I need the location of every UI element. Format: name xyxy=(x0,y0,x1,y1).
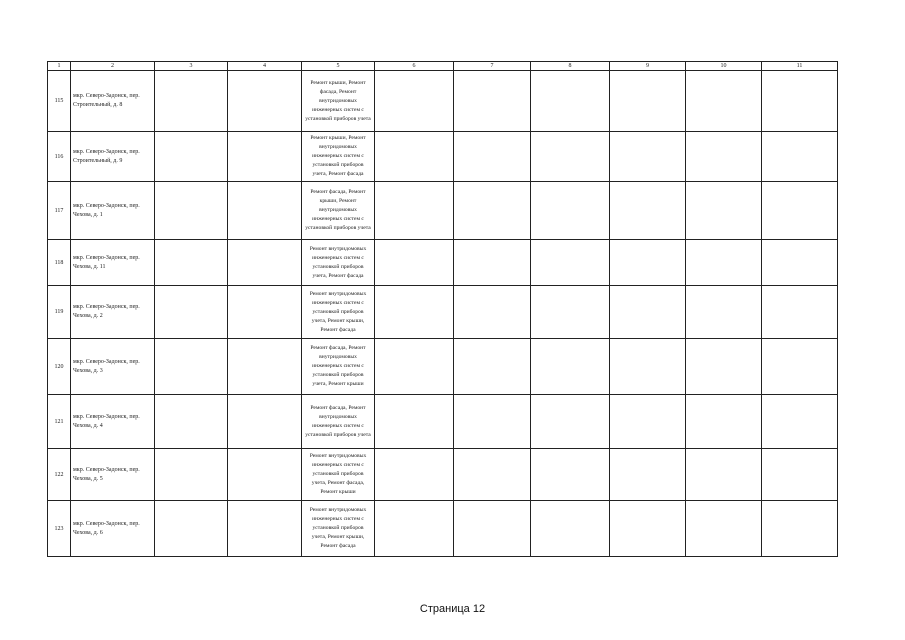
row-number: 118 xyxy=(48,240,71,286)
row-address: мкр. Северо-Задонск, пер. Чехова, д. 3 xyxy=(71,339,155,395)
table-row xyxy=(48,132,838,182)
row-number: 121 xyxy=(48,395,71,449)
column-header: 1 xyxy=(48,62,71,71)
column-header: 11 xyxy=(762,62,838,71)
empty-cell xyxy=(375,240,454,286)
empty-cell xyxy=(762,240,838,286)
empty-cell xyxy=(454,501,531,557)
empty-cell xyxy=(686,240,762,286)
row-address: мкр. Северо-Задонск, пер. Чехова, д. 5 xyxy=(71,449,155,501)
header-row xyxy=(48,62,838,71)
empty-cell xyxy=(228,449,302,501)
column-header: 9 xyxy=(610,62,686,71)
empty-cell xyxy=(762,339,838,395)
empty-cell xyxy=(531,132,610,182)
empty-cell xyxy=(228,501,302,557)
empty-cell xyxy=(454,449,531,501)
row-address: мкр. Северо-Задонск, пер. Чехова, д. 11 xyxy=(71,240,155,286)
document-sheet xyxy=(47,61,837,557)
empty-cell xyxy=(155,501,228,557)
empty-cell xyxy=(375,286,454,339)
empty-cell xyxy=(762,449,838,501)
row-works: Ремонт фасада, Ремонт крыши, Ремонт внутридомовых инженерных систем с установкой приборов учета xyxy=(302,182,375,240)
empty-cell xyxy=(686,339,762,395)
empty-cell xyxy=(155,240,228,286)
table-row xyxy=(48,501,838,557)
table-row xyxy=(48,449,838,501)
table-row xyxy=(48,339,838,395)
empty-cell xyxy=(228,286,302,339)
empty-cell xyxy=(228,182,302,240)
empty-cell xyxy=(228,132,302,182)
empty-cell xyxy=(686,71,762,132)
empty-cell xyxy=(686,182,762,240)
empty-cell xyxy=(155,395,228,449)
column-header: 4 xyxy=(228,62,302,71)
empty-cell xyxy=(375,395,454,449)
row-works: Ремонт внутридомовых инженерных систем с установкой приборов учета, Ремонт крыши, Ремонт фасада xyxy=(302,501,375,557)
empty-cell xyxy=(454,182,531,240)
empty-cell xyxy=(686,132,762,182)
column-header: 6 xyxy=(375,62,454,71)
empty-cell xyxy=(531,449,610,501)
empty-cell xyxy=(375,501,454,557)
empty-cell xyxy=(531,286,610,339)
row-number: 122 xyxy=(48,449,71,501)
empty-cell xyxy=(610,501,686,557)
empty-cell xyxy=(531,71,610,132)
empty-cell xyxy=(762,501,838,557)
column-header: 3 xyxy=(155,62,228,71)
empty-cell xyxy=(228,339,302,395)
empty-cell xyxy=(454,286,531,339)
empty-cell xyxy=(454,71,531,132)
column-header: 8 xyxy=(531,62,610,71)
row-address: мкр. Северо-Задонск, пер. Чехова, д. 2 xyxy=(71,286,155,339)
row-works: Ремонт крыши, Ремонт внутридомовых инженерных систем с установкой приборов учета, Ремонт фасада xyxy=(302,132,375,182)
empty-cell xyxy=(610,449,686,501)
page-number: Страница 12 xyxy=(419,603,486,615)
empty-cell xyxy=(686,501,762,557)
empty-cell xyxy=(762,286,838,339)
empty-cell xyxy=(686,449,762,501)
empty-cell xyxy=(155,182,228,240)
empty-cell xyxy=(454,339,531,395)
empty-cell xyxy=(531,395,610,449)
row-works: Ремонт фасада, Ремонт внутридомовых инженерных систем с установкой приборов учета xyxy=(302,395,375,449)
empty-cell xyxy=(155,449,228,501)
row-address: мкр. Северо-Задонск, пер. Строительный, д. 9 xyxy=(71,132,155,182)
empty-cell xyxy=(610,286,686,339)
empty-cell xyxy=(610,182,686,240)
empty-cell xyxy=(155,339,228,395)
empty-cell xyxy=(375,71,454,132)
empty-cell xyxy=(155,286,228,339)
empty-cell xyxy=(228,71,302,132)
row-address: мкр. Северо-Задонск, пер. Чехова, д. 1 xyxy=(71,182,155,240)
empty-cell xyxy=(228,240,302,286)
empty-cell xyxy=(228,395,302,449)
row-works: Ремонт внутридомовых инженерных систем с установкой приборов учета, Ремонт фасада, Ремонт крыши xyxy=(302,449,375,501)
empty-cell xyxy=(454,132,531,182)
empty-cell xyxy=(610,395,686,449)
row-works: Ремонт внутридомовых инженерных систем с установкой приборов учета, Ремонт фасада xyxy=(302,240,375,286)
table-row xyxy=(48,71,838,132)
row-works: Ремонт крыши, Ремонт фасада, Ремонт внутридомовых инженерных систем с установкой приборов учета xyxy=(302,71,375,132)
empty-cell xyxy=(454,395,531,449)
table-row xyxy=(48,286,838,339)
empty-cell xyxy=(610,339,686,395)
empty-cell xyxy=(610,240,686,286)
empty-cell xyxy=(531,240,610,286)
empty-cell xyxy=(762,71,838,132)
empty-cell xyxy=(375,132,454,182)
empty-cell xyxy=(686,286,762,339)
empty-cell xyxy=(762,182,838,240)
row-works: Ремонт внутридомовых инженерных систем с установкой приборов учета, Ремонт крыши, Ремонт фасада xyxy=(302,286,375,339)
empty-cell xyxy=(155,71,228,132)
table-row xyxy=(48,395,838,449)
empty-cell xyxy=(762,132,838,182)
row-number: 123 xyxy=(48,501,71,557)
empty-cell xyxy=(531,501,610,557)
row-number: 116 xyxy=(48,132,71,182)
table-row xyxy=(48,240,838,286)
column-header: 10 xyxy=(686,62,762,71)
empty-cell xyxy=(375,182,454,240)
column-header: 5 xyxy=(302,62,375,71)
empty-cell xyxy=(375,449,454,501)
empty-cell xyxy=(610,132,686,182)
row-number: 119 xyxy=(48,286,71,339)
empty-cell xyxy=(531,182,610,240)
empty-cell xyxy=(531,339,610,395)
empty-cell xyxy=(762,395,838,449)
row-address: мкр. Северо-Задонск, пер. Чехова, д. 4 xyxy=(71,395,155,449)
row-number: 117 xyxy=(48,182,71,240)
empty-cell xyxy=(454,240,531,286)
empty-cell xyxy=(610,71,686,132)
data-table xyxy=(47,61,838,557)
row-address: мкр. Северо-Задонск, пер. Строительный, д. 8 xyxy=(71,71,155,132)
row-works: Ремонт фасада, Ремонт внутридомовых инженерных систем с установкой приборов учета, Ремонт крыши xyxy=(302,339,375,395)
table-row xyxy=(48,182,838,240)
empty-cell xyxy=(686,395,762,449)
column-header: 7 xyxy=(454,62,531,71)
empty-cell xyxy=(375,339,454,395)
row-number: 115 xyxy=(48,71,71,132)
row-number: 120 xyxy=(48,339,71,395)
empty-cell xyxy=(155,132,228,182)
column-header: 2 xyxy=(71,62,155,71)
row-address: мкр. Северо-Задонск, пер. Чехова, д. 6 xyxy=(71,501,155,557)
